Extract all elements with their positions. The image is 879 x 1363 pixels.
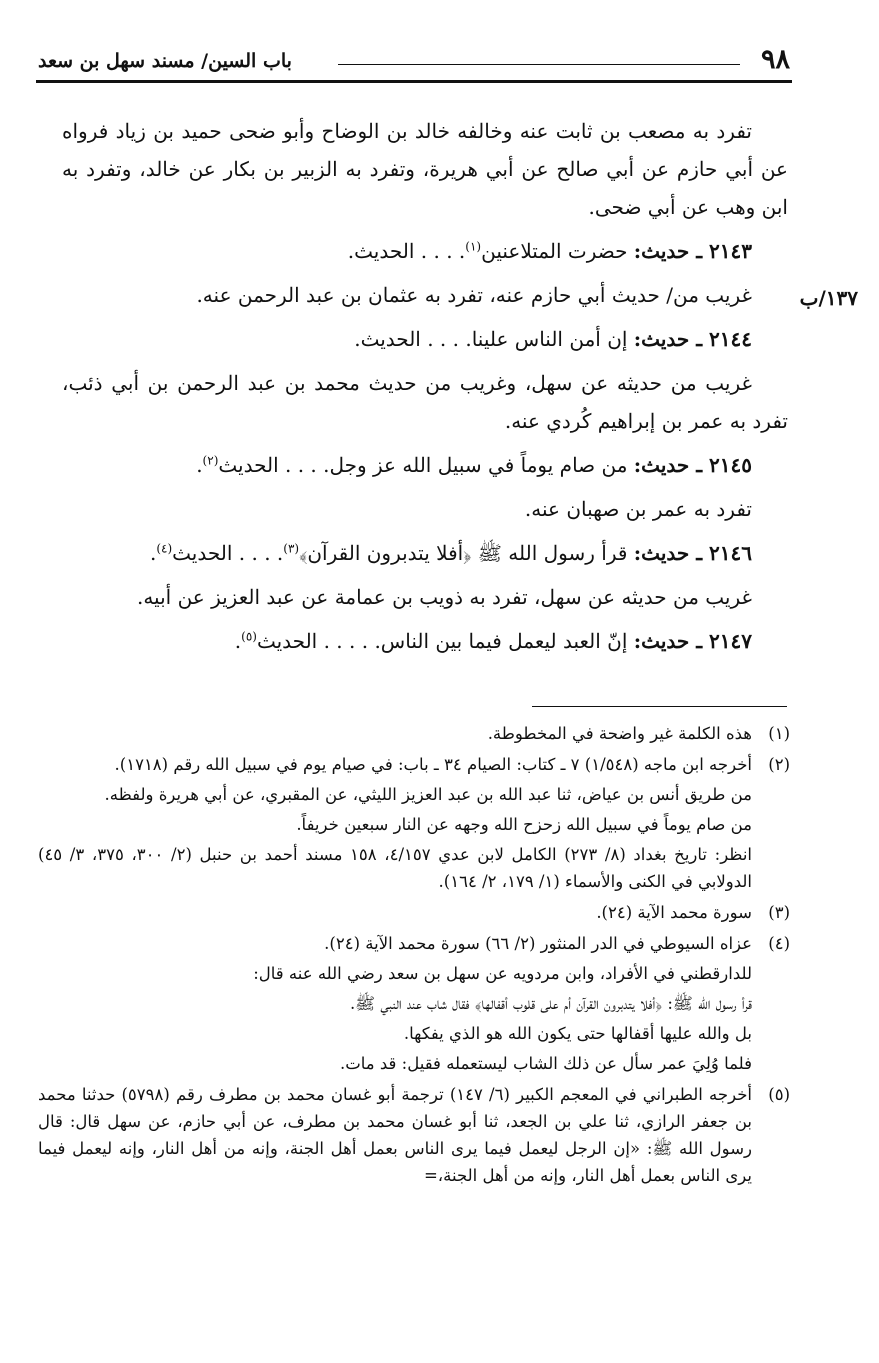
footnote-ref: (٢) (202, 453, 219, 468)
footnote-number: (٣) (768, 903, 790, 922)
footnote-2 (38, 751, 790, 895)
footnote-text: عزاه السيوطي في الدر المنثور (٢/ ٦٦) سورة محمد الآية (٢٤). (324, 934, 752, 953)
footnote-text: سورة محمد الآية (٢٤). (596, 903, 752, 922)
hadith-text: قرأ رسول الله ﷺ ﴿أفلا يتدبرون القرآن﴾ (299, 541, 628, 565)
hadith-text: من صام يوماً في سبيل الله عز وجل. . . . الحديث (218, 453, 628, 477)
footnote-1 (38, 720, 790, 747)
footnote-text: فلما وُلِيَ عمر سأل عن ذلك الشاب ليستعمله فقيل: قد مات. (340, 1054, 752, 1073)
footnote-separator (532, 706, 787, 707)
footnote-ref: (١) (465, 239, 482, 254)
hadith-number: ٢١٤٤ ـ حديث: (633, 327, 752, 351)
hadith-tail: . (196, 453, 203, 477)
footnote-text: أخرجه ابن ماجه (١/٥٤٨) ٧ ـ كتاب: الصيام ٣٤ ـ باب: في صيام يوم في سبيل الله رقم (١٧١٨). (114, 755, 752, 774)
footnote-text: بل والله عليها أقفالها حتى يكون الله هو الذي يفكها. (403, 1024, 752, 1043)
footnotes (38, 720, 790, 1193)
footnote-text: انظر: تاريخ بغداد (٨/ ٢٧٣) الكامل لابن عدي ٤/١٥٧، ١٥٨ مسند أحمد بن حنبل (٢/ ٣٠٠، ٣٧٥، ٣/ ٤٥) الدولابي في الكنى والأسماء (١/ ١٧٩، ٢/ ١٦٤). (38, 845, 753, 891)
hadith-2145 (62, 446, 788, 484)
hadith-text: إنّ العبد ليعمل فيما بين الناس. . . . . الحديث (256, 629, 628, 653)
paragraph: غريب من/ حديث أبي حازم عنه، تفرد به عثمان بن عبد الرحمن عنه. (196, 283, 752, 307)
footnote-text: هذه الكلمة غير واضحة في المخطوطة. (487, 724, 752, 743)
hadith-2146 (62, 534, 788, 572)
hadith-tail: . (234, 629, 242, 653)
paragraph: تفرد به عمر بن صهبان عنه. (524, 497, 752, 521)
footnote-number: (٥) (768, 1085, 790, 1104)
footnote-text: أخرجه الطبراني في المعجم الكبير (٦/ ١٤٧) ترجمة أبو غسان محمد بن مطرف رقم (٥٧٩٨) حدثنا محمد بن جعفر الرازي، ثنا علي بن الجعد، ثنا أبو غسان محمد بن مطرف، عن أبي حازم، عن سهل قال: قال رسول الله ﷺ: «إن الرجل ليعمل فيما يرى الناس بعمل أهل الجنة، وإنه من أهل النار، وإنه ليعمل فيما يرى الناس بعمل أهل النار، وإنه من أهل الجنة،= (38, 1085, 752, 1185)
footnote-ref: (٥) (241, 629, 257, 644)
footnote-5 (38, 1081, 790, 1189)
hadith-number: ٢١٤٧ ـ حديث: (633, 629, 752, 653)
running-title: باب السين/ مسند سهل بن سعد (38, 50, 292, 72)
hadith-number: ٢١٤٦ ـ حديث: (633, 541, 752, 565)
footnote-3 (38, 899, 790, 926)
paragraph: تفرد به مصعب بن ثابت عنه وخالفه خالد بن الوضاح وأبو ضحى حميد بن زياد فرواه عن أبي حازم عن أبي صالح عن أبي هريرة، وتفرد به الزبير بن بكار عن خالد، وتفرد به ابن وهب عن أبي ضحى. (62, 119, 788, 219)
hadith-2143 (62, 232, 788, 270)
hadith-text: إن أمن الناس علينا. . . . الحديث. (354, 327, 628, 351)
footnote-4 (38, 930, 790, 1077)
footnote-text: من طريق أنس بن عياض، ثنا عبد الله بن عبد العزيز الليثي، عن المقبري، عن أبي هريرة ولفظه. (104, 785, 752, 804)
footnote-ref: (٣) (283, 541, 300, 556)
paragraph: غريب من حديثه عن سهل، وغريب من حديث محمد بن عبد الرحمن بن أبي ذئب، تفرد به عمر بن إبراهيم كُردي عنه. (62, 371, 788, 433)
header-divider (338, 64, 740, 65)
hadith-tail: . . . . الحديث. (347, 239, 466, 263)
page-number: ٩٨ (760, 44, 790, 75)
hadith-tail: . . . . الحديث (172, 541, 284, 565)
paragraph: غريب من حديثه عن سهل، تفرد به ذويب بن عمامة عن عبد العزيز عن أبيه. (136, 585, 752, 609)
hadith-text: حضرت المتلاعنين (481, 239, 628, 263)
footnote-number: (٢) (768, 755, 790, 774)
header-rule (36, 80, 792, 83)
hadith-2144 (62, 320, 788, 358)
hadith-number: ٢١٤٣ ـ حديث: (633, 239, 752, 263)
footnote-number: (٤) (768, 934, 790, 953)
hadith-2147 (62, 622, 788, 660)
hadith-number: ٢١٤٥ ـ حديث: (633, 453, 752, 477)
footnote-number: (١) (768, 724, 790, 743)
manuscript-folio-note: ١٣٧/ب (799, 286, 858, 310)
footnote-text: للدارقطني في الأفراد، وابن مردويه عن سهل بن سعد رضي الله عنه قال: (253, 964, 752, 983)
footnote-text: من صام يوماً في سبيل الله زحزح الله وجهه عن النار سبعين خريفاً. (296, 815, 752, 834)
running-header (38, 44, 790, 76)
footnote-text: قرأ رسول الله ﷺ: ﴿أفلا يتدبرون القرآن أم على قلوب أقفالها﴾ فقال شاب عند النبي ﷺ. (349, 994, 752, 1013)
main-text (62, 112, 788, 666)
hadith-end: . (149, 541, 157, 565)
footnote-ref: (٤) (156, 541, 173, 556)
